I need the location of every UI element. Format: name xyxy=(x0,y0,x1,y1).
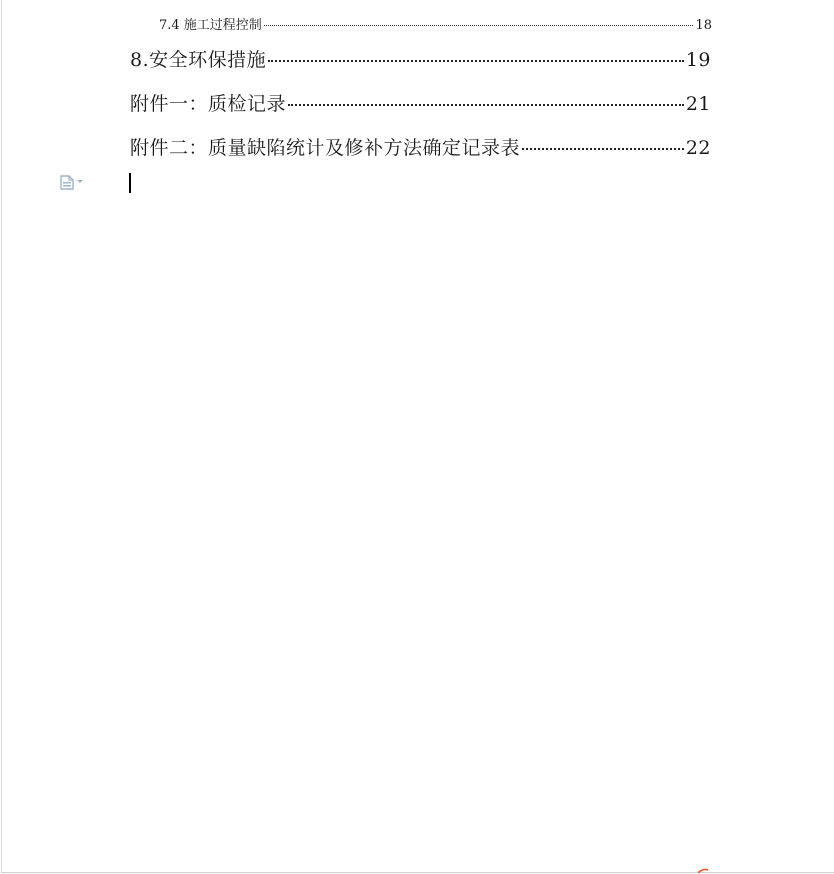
toc-entry-7-4[interactable] xyxy=(159,14,712,33)
toc-entry-page: 18 xyxy=(695,18,712,33)
paragraph-menu-button[interactable] xyxy=(60,174,88,190)
document-page xyxy=(1,0,834,873)
toc-entry-page: 21 xyxy=(685,93,711,115)
toc-entry-title: 附件一：质检记录 xyxy=(130,93,287,115)
toc-entry-appendix-1[interactable] xyxy=(130,89,711,116)
page-corner-mark xyxy=(698,868,708,873)
toc-entry-8[interactable] xyxy=(130,45,711,72)
toc-entry-title: 附件二：质量缺陷统计及修补方法确定记录表 xyxy=(130,137,521,159)
toc-leader-dots xyxy=(268,60,684,62)
toc-entry-page: 22 xyxy=(685,137,711,159)
toc-entry-page: 19 xyxy=(685,49,711,71)
document-icon xyxy=(60,175,74,190)
text-cursor xyxy=(129,173,131,193)
toc-entry-appendix-2[interactable] xyxy=(130,133,711,160)
toc-leader-dots xyxy=(522,148,684,150)
toc-leader-dots xyxy=(288,104,684,106)
chevron-down-icon xyxy=(77,180,83,184)
toc-entry-title: 8.安全环保措施 xyxy=(130,49,267,71)
toc-entry-title: 7.4 施工过程控制 xyxy=(159,18,262,33)
toc-leader-dots xyxy=(264,25,694,26)
